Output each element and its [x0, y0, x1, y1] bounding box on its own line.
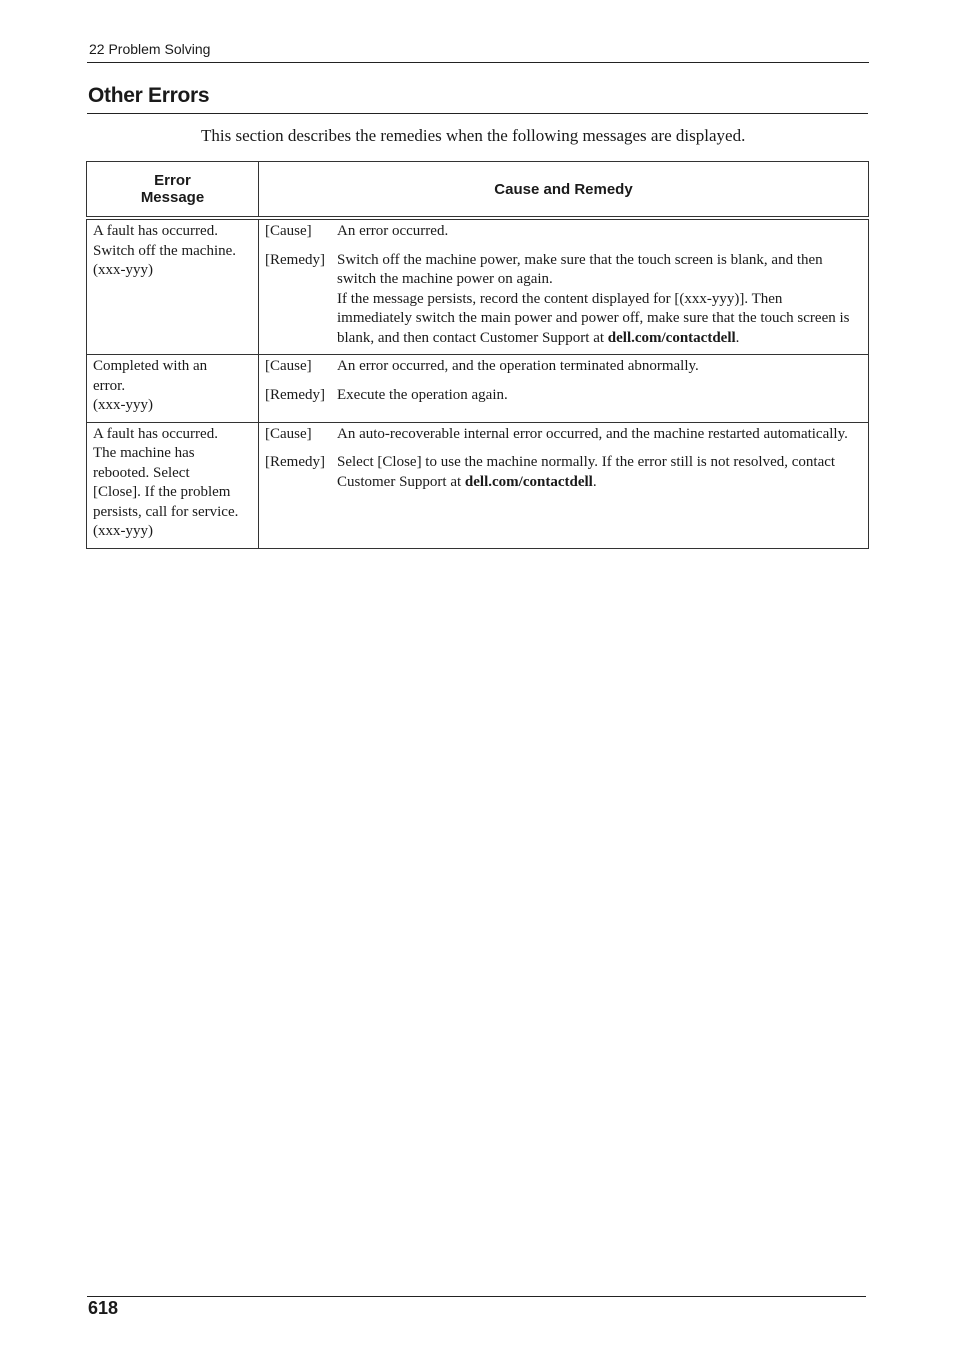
- cause-text: An error occurred.: [337, 223, 449, 239]
- column-header-cause-and-remedy: Cause and Remedy: [259, 162, 869, 219]
- remedy-label: [Remedy]: [265, 454, 325, 470]
- cause-text: An error occurred, and the operation terminated abnormally.: [337, 358, 699, 374]
- cause-entry: [265, 357, 860, 377]
- message-line: Switch off the machine.: [93, 242, 237, 259]
- remedy-label: [Remedy]: [265, 251, 325, 268]
- table-row: [87, 422, 869, 548]
- table-row: [87, 218, 869, 355]
- message-line: A fault has occurred.: [93, 425, 218, 442]
- remedy-text: Execute the operation again.: [337, 386, 508, 403]
- running-header: 22 Problem Solving: [89, 41, 211, 57]
- error-message-cell: [87, 355, 259, 423]
- cause-label: [Cause]: [265, 358, 312, 374]
- message-line: error.: [93, 377, 126, 394]
- message-line: (xxx-yyy): [93, 397, 153, 413]
- remedy-text: [337, 251, 860, 349]
- message-line: Completed with an: [93, 358, 208, 374]
- cause-label: [Cause]: [265, 425, 312, 442]
- section-intro: This section describes the remedies when the following messages are displayed.: [201, 126, 746, 145]
- remedy-period: .: [592, 473, 597, 490]
- column-header-error-message: [87, 162, 259, 219]
- message-line: (xxx-yyy): [93, 523, 153, 539]
- message-line: [Close]. If the problem: [93, 484, 231, 500]
- remedy-paragraph: Switch off the machine power, make sure that the touch screen is blank, and then switch the machine power on again.: [337, 251, 823, 287]
- message-line: rebooted. Select: [93, 464, 190, 481]
- remedy-paragraph: [337, 290, 860, 349]
- cause-entry: [265, 222, 860, 242]
- footer-rule: [87, 1296, 866, 1297]
- message-line: (xxx-yyy): [93, 262, 153, 278]
- remedy-paragraph-text: Select [Close] to use the machine normally. If the error still is not resolved, contact Customer Support at: [337, 454, 836, 490]
- remedy-text: [337, 453, 860, 492]
- remedy-paragraph-text: If the message persists, record the content displayed for [(xxx-yyy)]. Then immediately switch the main power and power off, make sure that the touch screen is blank, and then contact Customer Support at: [337, 290, 850, 346]
- remedy-entry: [265, 386, 860, 406]
- error-message-cell: [87, 218, 259, 355]
- error-message-cell: [87, 422, 259, 548]
- error-table: [86, 161, 869, 549]
- message-line: A fault has occurred.: [93, 223, 218, 239]
- remedy-period: .: [735, 329, 740, 346]
- cause-entry: [265, 425, 860, 445]
- support-link[interactable]: dell.com/contactdell: [464, 473, 593, 490]
- remedy-entry: [265, 251, 860, 349]
- table-header-row: [87, 162, 869, 219]
- header-rule: [87, 62, 869, 63]
- message-line: persists, call for service.: [93, 503, 239, 520]
- cause-remedy-cell: [259, 355, 869, 423]
- header-text: Message: [140, 189, 205, 206]
- section-title: Other Errors: [88, 84, 210, 107]
- cause-remedy-cell: [259, 218, 869, 355]
- header-text: Error: [154, 172, 191, 189]
- title-rule: [87, 113, 868, 114]
- message-line: The machine has: [93, 445, 195, 461]
- remedy-label: [Remedy]: [265, 386, 325, 403]
- cause-text: An auto-recoverable internal error occurred, and the machine restarted automatically.: [337, 425, 848, 442]
- support-link[interactable]: dell.com/contactdell: [607, 329, 736, 346]
- page-number: 618: [88, 1298, 119, 1318]
- cause-label: [Cause]: [265, 223, 312, 239]
- cause-remedy-cell: [259, 422, 869, 548]
- remedy-entry: [265, 453, 860, 492]
- table-row: [87, 355, 869, 423]
